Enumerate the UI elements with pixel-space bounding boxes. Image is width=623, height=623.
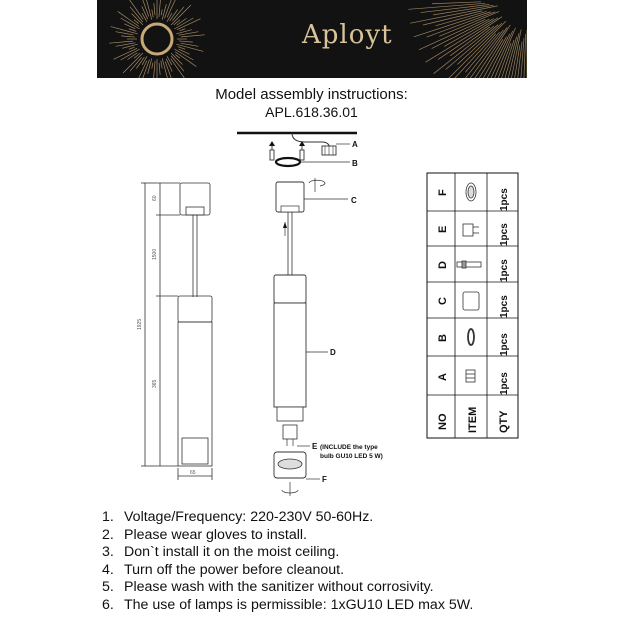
list-item xyxy=(102,527,473,545)
dim-rod-label: 1500 xyxy=(152,248,158,260)
cap-outline xyxy=(180,183,210,215)
list-item xyxy=(102,509,473,527)
body-bottom xyxy=(182,438,208,464)
list-text: Please wash with the sanitizer without corrosivity. xyxy=(124,579,434,596)
arrow-up-icon xyxy=(269,141,275,146)
row-no: D xyxy=(437,261,449,269)
lens xyxy=(278,459,302,469)
list-item xyxy=(102,579,473,597)
list-text: The use of lamps is permissible: 1xGU10 LED max 5W. xyxy=(124,596,474,613)
list-item xyxy=(102,544,473,562)
ring-icon xyxy=(468,329,474,345)
row-no: A xyxy=(437,373,449,381)
callout-b: B xyxy=(352,159,358,168)
list-number: 6. xyxy=(102,596,114,613)
list-number: 1. xyxy=(102,509,114,525)
body-bottom xyxy=(277,407,303,421)
screw-icon xyxy=(270,150,274,160)
list-number: 3. xyxy=(102,544,114,561)
list-item xyxy=(102,562,473,580)
list-text: Turn off the power before cleanout. xyxy=(124,561,345,578)
header-no: NO xyxy=(437,413,449,430)
list-text: Don`t install it on the moist ceiling. xyxy=(124,544,340,561)
callout-c: C xyxy=(351,196,357,205)
list-text: Please wear gloves to install. xyxy=(124,526,307,543)
callout-e-note-2: bulb GU10 LED 5 W) xyxy=(320,453,383,460)
row-no: B xyxy=(437,334,449,342)
lens-ring-icon xyxy=(466,183,476,201)
dim-total-label: 1925 xyxy=(137,318,143,330)
connector-icon xyxy=(466,370,475,382)
row-no: E xyxy=(437,225,449,233)
row-no: C xyxy=(437,297,449,305)
list-text: Voltage/Frequency: 220-230V 50-60Hz. xyxy=(124,509,374,525)
body-top xyxy=(178,296,212,322)
callout-e: E xyxy=(312,442,318,451)
dimension-drawing xyxy=(141,183,212,480)
parts-table xyxy=(427,173,518,438)
list-number: 5. xyxy=(102,579,114,596)
rotate-arrow-icon xyxy=(309,180,325,186)
body-tube xyxy=(178,322,212,466)
header-qty: QTY xyxy=(498,410,510,433)
socket-icon xyxy=(463,224,479,236)
row-qty: 1pcs xyxy=(499,372,510,395)
body-top xyxy=(274,275,306,303)
model-number: APL.618.36.01 xyxy=(265,104,358,120)
row-qty: 1pcs xyxy=(499,259,510,282)
mounting-ring xyxy=(276,158,300,166)
dim-diameter-label: 65 xyxy=(190,470,196,476)
cap-icon xyxy=(463,292,479,310)
body-tube xyxy=(274,303,306,407)
callout-d: D xyxy=(330,348,336,357)
page-title: Model assembly instructions: xyxy=(215,86,408,103)
cap-base xyxy=(186,207,204,215)
dim-body-label: 365 xyxy=(152,379,158,388)
list-number: 2. xyxy=(102,526,114,543)
row-qty: 1pcs xyxy=(499,295,510,318)
row-qty: 1pcs xyxy=(499,223,510,246)
instructions-list xyxy=(102,509,473,615)
callout-a: A xyxy=(352,140,358,149)
rod-icon xyxy=(457,261,481,268)
callout-f: F xyxy=(322,475,327,484)
dim-cap-label: 60 xyxy=(152,195,158,201)
list-number: 4. xyxy=(102,561,114,578)
header-item: ITEM xyxy=(467,406,479,433)
exploded-view xyxy=(237,133,357,496)
list-item xyxy=(102,597,473,615)
callout-e-note-1: (INCLUDE the type xyxy=(320,444,378,451)
dimension-labels xyxy=(137,195,196,476)
socket xyxy=(283,425,297,439)
brand-logo: Aployt xyxy=(302,20,393,50)
row-qty: 1pcs xyxy=(499,188,510,211)
screw-icon xyxy=(300,150,304,160)
callout-labels xyxy=(312,140,383,484)
row-no: F xyxy=(437,189,449,196)
row-qty: 1pcs xyxy=(499,333,510,356)
